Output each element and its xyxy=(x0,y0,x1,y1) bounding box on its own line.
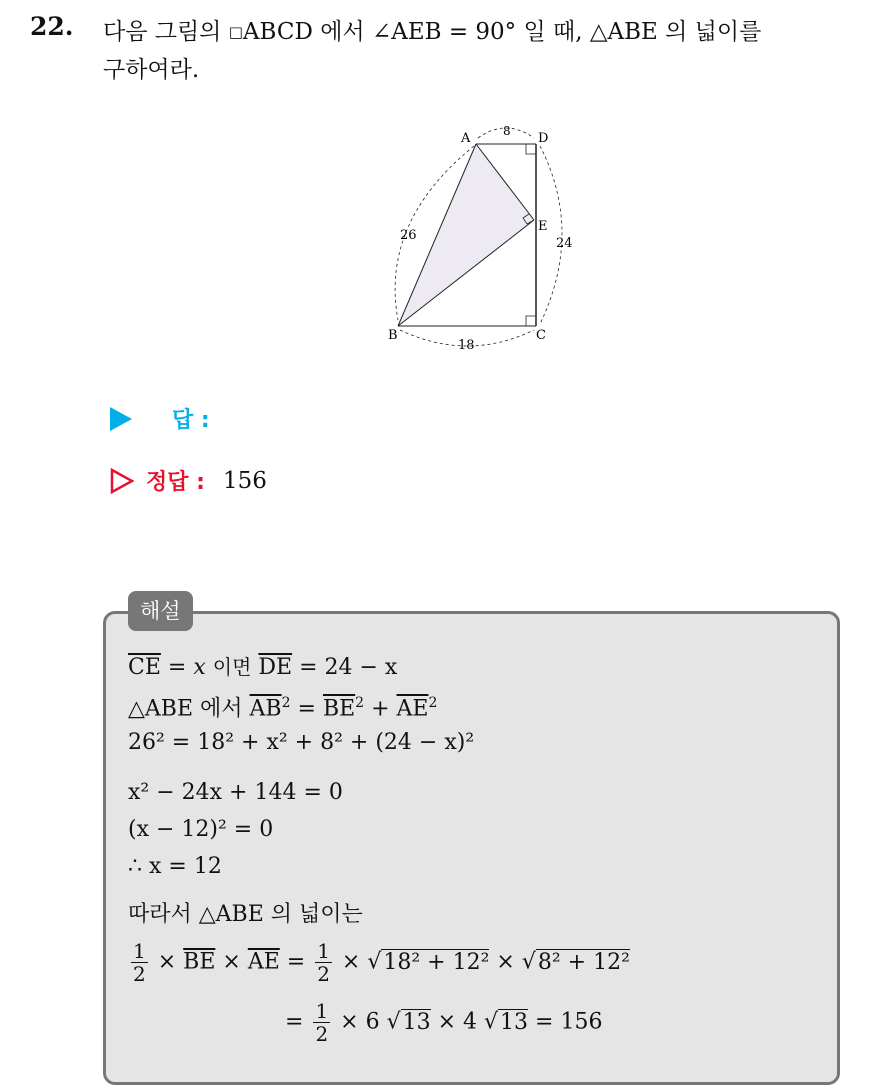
label-a: A xyxy=(461,131,471,146)
question-line1-mid: ABCD 에서 ∠AEB = 90° 일 때, △ABE 의 넓이를 xyxy=(242,19,762,45)
solution-line-1: $\overline{CE} = x$ 이면 $\overline{DE} = 24 - x$ xyxy=(128,655,398,680)
var-x: x xyxy=(193,655,206,680)
length-ad: 8 xyxy=(503,124,511,138)
seg-de: $\overline{DE}$ xyxy=(258,655,293,680)
length-ab: 26 xyxy=(400,228,417,243)
solution-line-2: △ABE 에서 $\overline{AB}^2 = \overline{BE}^2 + \overline{AE}^2$ xyxy=(128,695,438,722)
correct-answer-label: 정답 : xyxy=(146,470,205,495)
right-angle-c xyxy=(526,316,536,326)
solution-line-8: $\frac{1}{2}$ × $\overline{BE} \times \overline{AE}$ = $\frac{1}{2}$ × √18² + 12² × √8² + 12² xyxy=(133,939,630,986)
answer-blank-row xyxy=(110,403,210,434)
seg-be-2: $\overline{BE}$ xyxy=(183,949,216,975)
abe-prefix: △ABE 에서 xyxy=(128,696,243,722)
correct-answer-row xyxy=(110,465,267,496)
question-line1-pre: 다음 그림의 xyxy=(103,19,222,45)
label-c: C xyxy=(536,328,546,343)
seg-ae-2: $\overline{AE}$ xyxy=(247,949,280,975)
radicand-1: 18² + 12² xyxy=(383,949,490,975)
label-d: D xyxy=(538,131,549,146)
answer-label: 답 : xyxy=(172,408,210,433)
coef-4: 4 xyxy=(463,1009,478,1035)
seg-ce: $\overline{CE}$ xyxy=(128,655,161,680)
label-e: E xyxy=(538,219,548,234)
solution-line-7: 따라서 △ABE 의 넓이는 xyxy=(128,902,363,927)
seg-ae: $\overline{AE}$ xyxy=(396,696,429,722)
arc-dc xyxy=(540,146,562,324)
seg-be: $\overline{BE}$ xyxy=(322,696,356,722)
seg-ab: $\overline{AB}$ xyxy=(249,696,282,722)
correct-answer-value: 156 xyxy=(222,467,267,494)
play-icon xyxy=(110,407,132,431)
play-outline-icon xyxy=(110,468,134,494)
coef-6: 6 xyxy=(365,1009,380,1035)
question-number: 22. xyxy=(30,12,74,41)
fraction-half: $\frac{1}{2}$ xyxy=(133,939,146,986)
radicand-2: 8² + 12² xyxy=(537,949,630,975)
radicand-13b: 13 xyxy=(500,1009,529,1035)
solution-line-6: ∴ x = 12 xyxy=(128,854,222,879)
geometry-figure xyxy=(378,112,578,352)
question-text xyxy=(103,13,873,89)
triangle-abe-shading xyxy=(398,144,534,326)
label-b: B xyxy=(388,328,398,343)
length-bc: 18 xyxy=(458,338,475,352)
length-dc: 24 xyxy=(556,236,573,251)
square-symbol: □ xyxy=(228,23,243,41)
radicand-13a: 13 xyxy=(402,1009,431,1035)
solution-line-3: 26² = 18² + x² + 8² + (24 − x)² xyxy=(128,730,475,755)
solution-tab: 해설 xyxy=(128,591,193,631)
solution-line-4: x² − 24x + 144 = 0 xyxy=(128,780,343,805)
question-line2: 구하여라. xyxy=(103,57,200,83)
fraction-half-2: $\frac{1}{2}$ xyxy=(317,939,330,986)
solution-line-5: (x − 12)² = 0 xyxy=(128,817,274,842)
final-result: = 156 xyxy=(535,1009,603,1035)
rhs-de: = 24 − x xyxy=(299,655,398,680)
solution-line-9: = $\frac{1}{2}$ × 6 √13 × 4 √13 = 156 xyxy=(285,999,603,1046)
word-imyeon: 이면 xyxy=(212,655,252,679)
right-angle-d xyxy=(526,144,536,154)
fraction-half-3: $\frac{1}{2}$ xyxy=(315,999,329,1046)
